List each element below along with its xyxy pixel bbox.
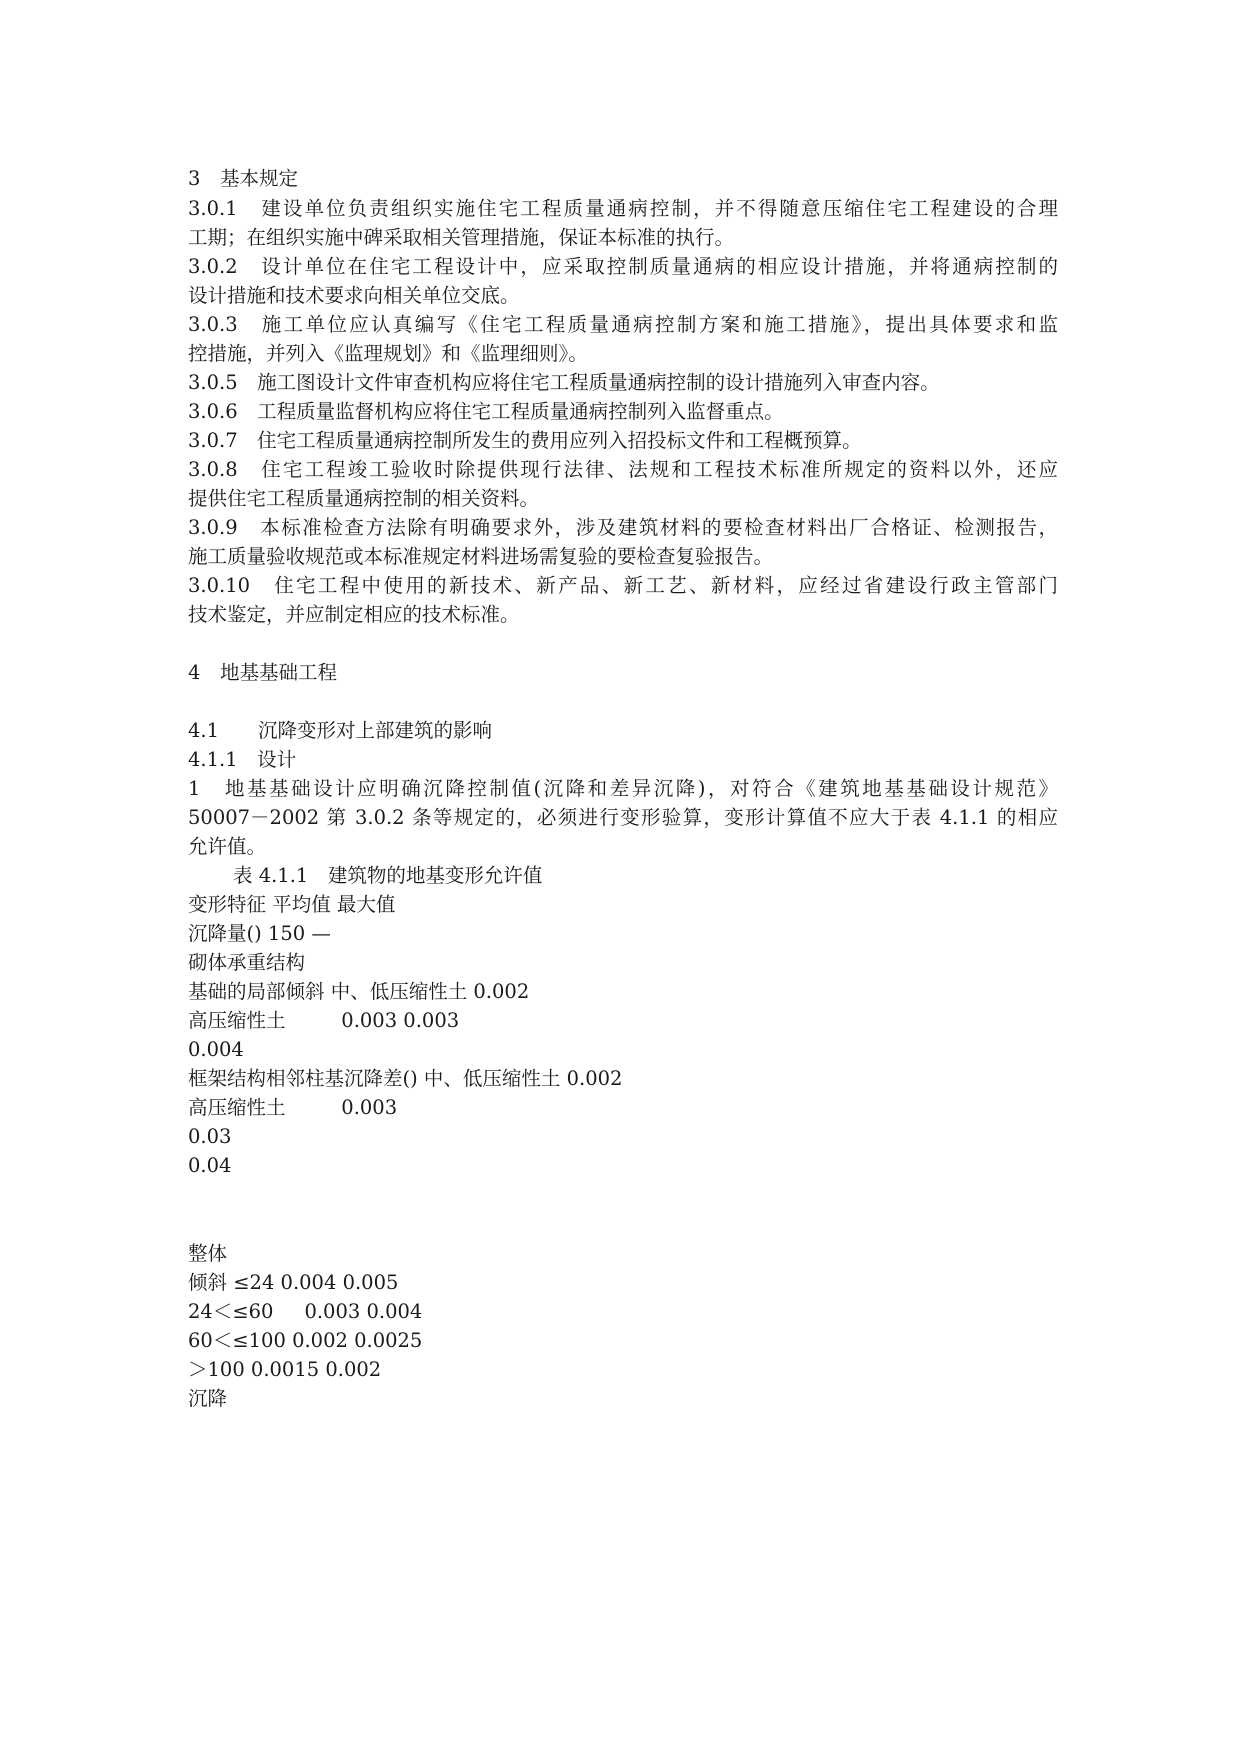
table-line: 60＜≤100 0.002 0.0025 [188,1329,423,1352]
table-line: 0.03 [188,1125,232,1148]
subsection-4-1-1: 4.1.1 设计 [188,748,297,771]
section-heading-3: 3 基本规定 [188,167,298,190]
table-line: 沉降量() 150 — [188,922,331,945]
table-title: 表 4.1.1 建筑物的地基变形允许值 [233,864,543,887]
clause-3-0-3-cont: 控措施，并列入《监理规划》和《监理细则》。 [188,342,588,365]
clause-3-0-1: 3.0.1 建设单位负责组织实施住宅工程质量通病控制，并不得随意压缩住宅工程建设的合理 [188,197,1058,220]
clause-3-0-9-cont: 施工质量验收规范或本标准规定材料进场需复验的要检查复验报告。 [188,545,774,568]
paragraph-line-3: 允许值。 [188,835,267,858]
clause-3-0-2: 3.0.2 设计单位在住宅工程设计中，应采取控制质量通病的相应设计措施，并将通病控制的 [188,255,1058,278]
table-line: 砌体承重结构 [188,951,306,974]
clause-3-0-9: 3.0.9 本标准检查方法除有明确要求外，涉及建筑材料的要检查材料出厂合格证、检测报告， [188,516,1058,539]
clause-3-0-3: 3.0.3 施工单位应认真编写《住宅工程质量通病控制方案和施工措施》，提出具体要求和监 [188,313,1058,336]
clause-3-0-10: 3.0.10 住宅工程中使用的新技术、新产品、新工艺、新材料，应经过省建设行政主管部门 [188,574,1058,597]
clause-3-0-10-cont: 技术鉴定，并应制定相应的技术标准。 [188,603,520,626]
table-line: 框架结构相邻柱基沉降差() 中、低压缩性土 0.002 [188,1067,623,1090]
table-line: 0.04 [188,1154,232,1177]
table-line: ＞100 0.0015 0.002 [188,1358,382,1381]
table-line: 沉降 [188,1387,228,1410]
clause-3-0-5: 3.0.5 施工图设计文件审查机构应将住宅工程质量通病控制的设计措施列入审查内容。 [188,371,940,394]
table-line: 倾斜 ≤24 0.004 0.005 [188,1271,399,1294]
table-line: 高压缩性土 0.003 [188,1096,398,1119]
clause-3-0-6: 3.0.6 工程质量监督机构应将住宅工程质量通病控制列入监督重点。 [188,400,784,423]
clause-3-0-8-cont: 提供住宅工程质量通病控制的相关资料。 [188,487,540,510]
subsection-4-1: 4.1 沉降变形对上部建筑的影响 [188,719,493,742]
paragraph-line-1: 1 地基基础设计应明确沉降控制值(沉降和差异沉降)，对符合《建筑地基基础设计规范》 [188,777,1058,800]
table-line: 0.004 [188,1038,244,1061]
table-line: 基础的局部倾斜 中、低压缩性土 0.002 [188,980,530,1003]
table-line: 高压缩性土 0.003 0.003 [188,1009,460,1032]
clause-3-0-2-cont: 设计措施和技术要求向相关单位交底。 [188,284,520,307]
clause-3-0-1-cont: 工期；在组织实施中碑采取相关管理措施，保证本标准的执行。 [188,226,735,249]
section-heading-4: 4 地基基础工程 [188,661,337,684]
clause-3-0-8: 3.0.8 住宅工程竣工验收时除提供现行法律、法规和工程技术标准所规定的资料以外，还应 [188,458,1058,481]
table-line: 24＜≤60 0.003 0.004 [188,1300,423,1323]
table-line: 整体 [188,1242,228,1265]
table-header-row: 变形特征 平均值 最大值 [188,893,396,916]
paragraph-line-2: 50007－2002 第 3.0.2 条等规定的，必须进行变形验算，变形计算值不应大于表 4.1.1 的相应 [188,806,1058,829]
clause-3-0-7: 3.0.7 住宅工程质量通病控制所发生的费用应列入招投标文件和工程概预算。 [188,429,862,452]
